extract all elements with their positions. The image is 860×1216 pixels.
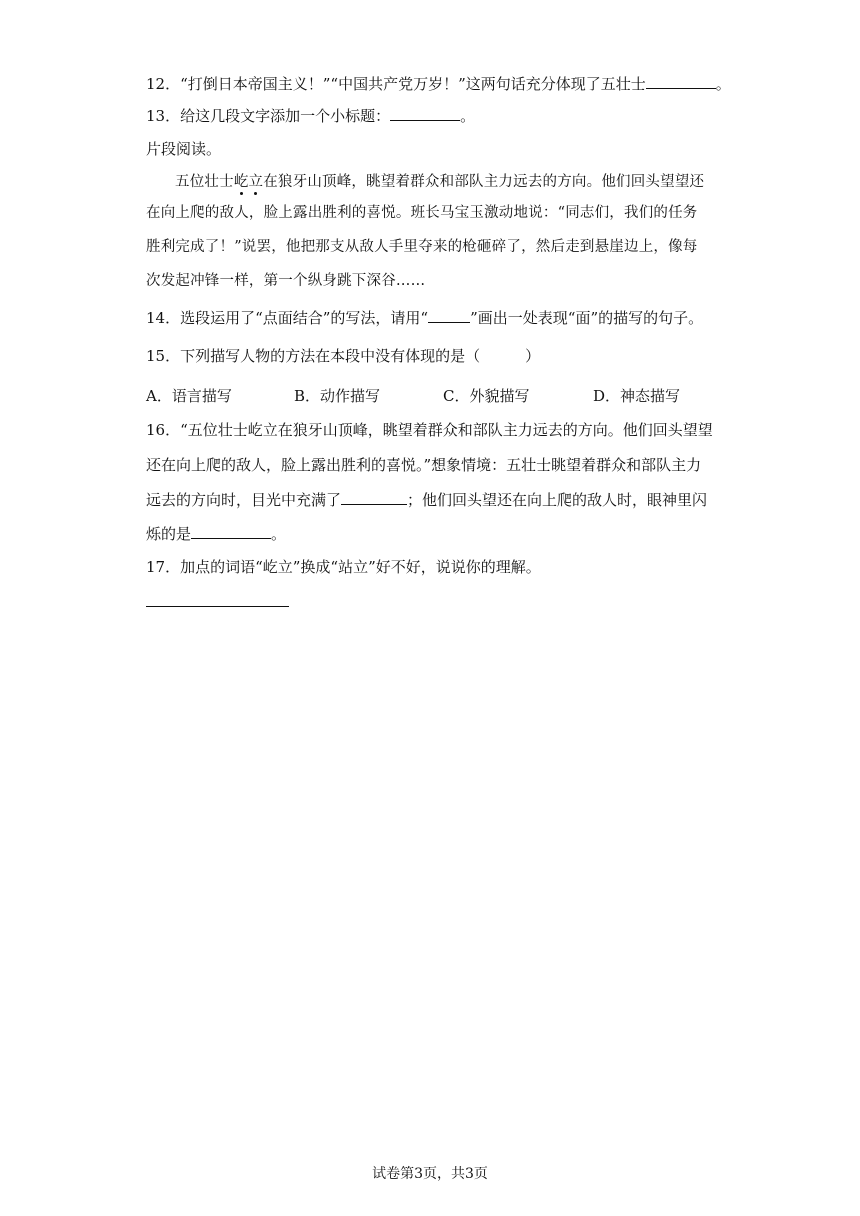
option-b[interactable]: B．动作描写	[294, 387, 381, 405]
passage-line: 次发起冲锋一样，第一个纵身跳下深谷……	[146, 273, 426, 289]
answer-line[interactable]	[146, 606, 289, 607]
question-14: 14．选段运用了“点面结合”的写法，请用“ ”画出一处表现“面”的描写的句子。	[146, 309, 704, 327]
answer-blank[interactable]	[646, 74, 716, 89]
answer-blank[interactable]	[341, 490, 407, 505]
passage-line: 五位壮士屹立在狼牙山顶峰，眺望着群众和部队主力远去的方向。他们回头望望还	[175, 174, 705, 190]
answer-blank[interactable]	[390, 106, 460, 121]
passage-line: 在向上爬的敌人，脸上露出胜利的喜悦。班长马宝玉激动地说：“同志们，我们的任务	[146, 205, 698, 221]
question-13: 13．给这几段文字添加一个小标题： 。	[146, 107, 476, 125]
option-c[interactable]: C．外貌描写	[443, 387, 530, 405]
emphasis-dot-char: 屹	[233, 174, 249, 190]
section-title: 片段阅读。	[146, 140, 222, 158]
question-15: 15．下列描写人物的方法在本段中没有体现的是（ ）	[146, 347, 541, 365]
question-16-line: 烁的是 。	[146, 525, 287, 543]
question-16-line: 还在向上爬的敌人，脸上露出胜利的喜悦。”想象情境：五壮士眺望着群众和部队主力	[146, 456, 702, 474]
question-16-line: 16．“五位壮士屹立在狼牙山顶峰，眺望着群众和部队主力远去的方向。他们回头望望	[146, 421, 713, 439]
question-17: 17．加点的词语“屹立”换成“站立”好不好，说说你的理解。	[146, 558, 541, 576]
answer-blank[interactable]	[191, 524, 271, 539]
option-d[interactable]: D．神态描写	[593, 387, 681, 405]
question-16-line: 远去的方向时，目光中充满了 ；他们回头望还在向上爬的敌人时，眼神里闪	[146, 491, 708, 509]
question-12: 12．“打倒日本帝国主义！”“中国共产党万岁！”这两句话充分体现了五壮士 。	[146, 75, 731, 93]
option-a[interactable]: A．语言描写	[146, 387, 232, 405]
emphasis-dot-char: 立	[248, 174, 264, 190]
underline-sample	[428, 308, 470, 323]
page-footer: 试卷第3页，共3页	[372, 1166, 488, 1182]
passage-line: 胜利完成了！”说罢，他把那支从敌人手里夺来的枪砸碎了，然后走到悬崖边上，像每	[146, 239, 698, 255]
